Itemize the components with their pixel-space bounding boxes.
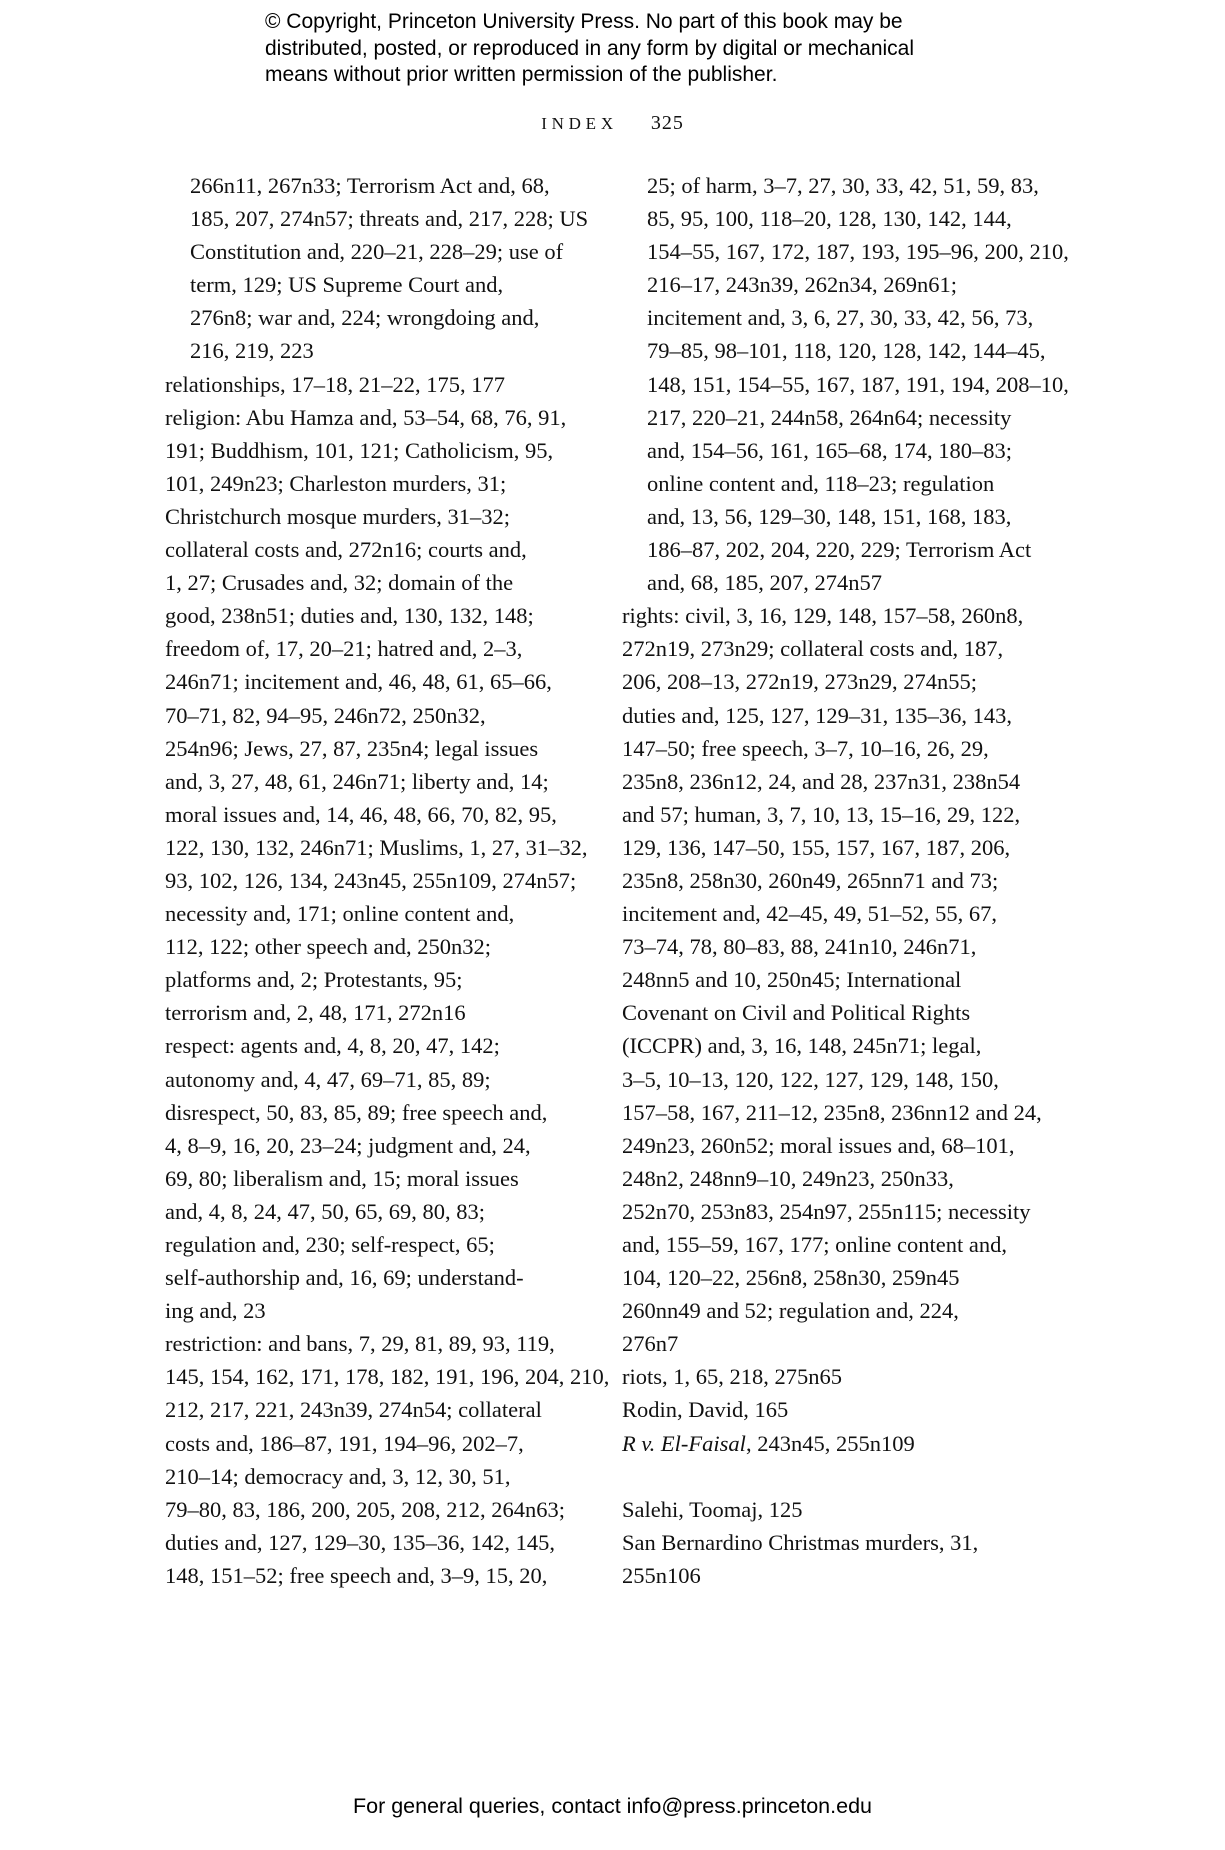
index-entry-line: and, 154–56, 161, 165–68, 174, 180–83; (647, 437, 1012, 463)
index-entry-line: online content and, 118–23; regulation (647, 470, 995, 496)
index-entry-line: and, 68, 185, 207, 274n57 (647, 570, 882, 596)
index-entry-line: 157–58, 167, 211–12, 235n8, 236nn12 and 24, (622, 1099, 1042, 1125)
index-entry (622, 1493, 1067, 1526)
index-entry-line: 186–87, 202, 204, 220, 229; Terrorism Act (647, 537, 1032, 563)
index-entry-line: duties and, 125, 127, 129–31, 135–36, 143, (622, 702, 1012, 728)
index-entry-line: regulation and, 230; self-respect, 65; (165, 1232, 495, 1257)
index-entry-line: 154–55, 167, 172, 187, 193, 195–96, 200, 210, (647, 239, 1069, 265)
copyright-line: distributed, posted, or reproduced in any form by digital or mechanical (265, 36, 915, 60)
case-pages: , 243n45, 255n109 (745, 1430, 915, 1456)
index-entry-line: platforms and, 2; Protestants, 95; (165, 967, 463, 993)
page-number: 325 (650, 112, 684, 134)
index-entry-line: Covenant on Civil and Political Rights (622, 1000, 971, 1026)
index-entry-line: 276n8; war and, 224; wrongdoing and, (190, 305, 540, 331)
index-entry-line: 112, 122; other speech and, 250n32; (165, 934, 491, 960)
running-head-title: INDEX (541, 114, 618, 133)
index-entry-line: and 57; human, 3, 7, 10, 13, 15–16, 29, 122, (622, 801, 1021, 827)
index-entry-continuation (622, 169, 1067, 599)
index-entry (622, 1360, 1067, 1393)
index-entry-line: disrespect, 50, 83, 85, 89; free speech and, (165, 1099, 548, 1125)
index-entry (622, 1427, 1067, 1460)
index-column-left (165, 169, 610, 1592)
index-entry (622, 599, 1067, 1360)
index-entry-line: 255n106 (622, 1562, 701, 1588)
index-entry-line: 3–5, 10–13, 120, 122, 127, 129, 148, 150, (622, 1066, 999, 1092)
index-entry-line (622, 1427, 1067, 1460)
index-entry-line: collateral costs and, 272n16; courts and, (165, 537, 527, 563)
index-entry-line: terrorism and, 2, 48, 171, 272n16 (165, 1000, 466, 1026)
index-entry-line: 145, 154, 162, 171, 178, 182, 191, 196, 204, 210, (165, 1364, 610, 1390)
index-entry-line: necessity and, 171; online content and, (165, 901, 515, 927)
index-entry-line: autonomy and, 4, 47, 69–71, 85, 89; (165, 1066, 491, 1092)
index-entry (165, 368, 585, 401)
index-entry-line: 248n2, 248nn9–10, 249n23, 250n33, (622, 1165, 954, 1191)
index-entry-line: rights: civil, 3, 16, 129, 148, 157–58, 260n8, (622, 603, 1024, 629)
index-entry-line: San Bernardino Christmas murders, 31, (622, 1529, 979, 1555)
index-entry (165, 1029, 585, 1327)
letter-section-gap (622, 1460, 1067, 1493)
index-entry-line: 122, 130, 132, 246n71; Muslims, 1, 27, 31–32, (165, 834, 588, 860)
index-entry-line: moral issues and, 14, 46, 48, 66, 70, 82, 95, (165, 801, 557, 827)
index-entry-line: 79–80, 83, 186, 200, 205, 208, 212, 264n63; (165, 1496, 566, 1522)
index-entry (165, 1327, 610, 1592)
index-entry-line: and, 13, 56, 129–30, 148, 151, 168, 183, (647, 503, 1012, 529)
index-entry-line: 1, 27; Crusades and, 32; domain of the (165, 570, 514, 596)
index-entry-line: good, 238n51; duties and, 130, 132, 148; (165, 603, 534, 629)
index-entry-line: 235n8, 236n12, 24, and 28, 237n31, 238n54 (622, 768, 1021, 794)
index-entry-line: incitement and, 3, 6, 27, 30, 33, 42, 56, 73, (647, 305, 1034, 331)
index-entry-line: 93, 102, 126, 134, 243n45, 255n109, 274n57; (165, 867, 577, 893)
index-entry-line: 216–17, 243n39, 262n34, 269n61; (647, 272, 958, 298)
index-entry-line: term, 129; US Supreme Court and, (190, 272, 504, 298)
index-entry-line: restriction: and bans, 7, 29, 81, 89, 93, 119, (165, 1331, 555, 1357)
index-entry-line: and, 4, 8, 24, 47, 50, 65, 69, 80, 83; (165, 1198, 485, 1224)
index-entry-line: 276n7 (622, 1331, 679, 1357)
index-entry-line: and, 155–59, 167, 177; online content and, (622, 1232, 1007, 1257)
index-entry-line: Christchurch mosque murders, 31–32; (165, 503, 510, 529)
index-entry-line: 191; Buddhism, 101, 121; Catholicism, 95, (165, 437, 554, 463)
index-entry-line: 79–85, 98–101, 118, 120, 128, 142, 144–45, (647, 338, 1046, 364)
index-entry-line: 147–50; free speech, 3–7, 10–16, 26, 29, (622, 735, 989, 761)
case-name: R v. El-Faisal (622, 1430, 746, 1456)
index-entry-line: and, 3, 27, 48, 61, 246n71; liberty and, 14; (165, 768, 549, 794)
index-entry-line: 4, 8–9, 16, 20, 23–24; judgment and, 24, (165, 1132, 531, 1158)
index-entry-line: 252n70, 253n83, 254n97, 255n115; necessity (622, 1198, 1031, 1224)
index-entry-line: 235n8, 258n30, 260n49, 265nn71 and 73; (622, 867, 999, 893)
index-entry-line: 216, 219, 223 (190, 338, 314, 364)
index-entry-line: 85, 95, 100, 118–20, 128, 130, 142, 144, (647, 206, 1012, 232)
index-entry-line: 148, 151–52; free speech and, 3–9, 15, 20, (165, 1562, 548, 1588)
index-entry-line: freedom of, 17, 20–21; hatred and, 2–3, (165, 636, 523, 662)
index-entry-line: 73–74, 78, 80–83, 88, 241n10, 246n71, (622, 934, 977, 960)
index-entry (622, 1393, 1067, 1426)
index-entry-line: 101, 249n23; Charleston murders, 31; (165, 470, 507, 496)
index-entry-line: relationships, 17–18, 21–22, 175, 177 (165, 371, 505, 397)
index-entry-line: 185, 207, 274n57; threats and, 217, 228; US (190, 206, 589, 232)
index-entry-line: 25; of harm, 3–7, 27, 30, 33, 42, 51, 59, 83, (647, 173, 1039, 198)
index-entry-line: 212, 217, 221, 243n39, 274n54; collateral (165, 1397, 542, 1423)
index-entry-line: self-authorship and, 16, 69; understand- (165, 1265, 524, 1291)
index-entry-line: 260nn49 and 52; regulation and, 224, (622, 1298, 959, 1324)
index-entry-line: respect: agents and, 4, 8, 20, 47, 142; (165, 1033, 500, 1059)
index-entry-line: 217, 220–21, 244n58, 264n64; necessity (647, 404, 1012, 430)
index-entry-line: ing and, 23 (165, 1298, 266, 1324)
index-entry-line: 104, 120–22, 256n8, 258n30, 259n45 (622, 1265, 960, 1291)
index-entry-line: 249n23, 260n52; moral issues and, 68–101, (622, 1132, 1015, 1158)
running-head (0, 112, 1225, 135)
copyright-line: means without prior written permission of the publisher. (265, 63, 778, 86)
copyright-line: © Copyright, Princeton University Press. No part of this book may be (265, 10, 903, 33)
index-entry-line: 206, 208–13, 272n19, 273n29, 274n55; (622, 669, 978, 695)
index-entry-line: incitement and, 42–45, 49, 51–52, 55, 67, (622, 901, 997, 927)
index-entry (622, 1526, 1067, 1592)
index-entry-line: costs and, 186–87, 191, 194–96, 202–7, (165, 1430, 524, 1456)
index-entry-line: 148, 151, 154–55, 167, 187, 191, 194, 208–10, (647, 371, 1069, 397)
index-entry-line: 129, 136, 147–50, 155, 157, 167, 187, 206, (622, 834, 1011, 860)
index-entry-line: 69, 80; liberalism and, 15; moral issues (165, 1165, 519, 1191)
index-column-right (622, 169, 1067, 1592)
index-entry-line: 266n11, 267n33; Terrorism Act and, 68, (190, 173, 550, 198)
index-entry-continuation (165, 169, 589, 368)
index-entry-line: 272n19, 273n29; collateral costs and, 187, (622, 636, 1004, 662)
index-entry-line: Rodin, David, 165 (622, 1397, 789, 1423)
index-entry-line: 246n71; incitement and, 46, 48, 61, 65–66, (165, 669, 552, 695)
index-entry (165, 401, 588, 1030)
index-entry-line: duties and, 127, 129–30, 135–36, 142, 145, (165, 1529, 555, 1555)
index-entry-line: riots, 1, 65, 218, 275n65 (622, 1364, 843, 1390)
index-entry-line: 70–71, 82, 94–95, 246n72, 250n32, (165, 702, 486, 728)
index-entry-line: (ICCPR) and, 3, 16, 148, 245n71; legal, (622, 1033, 982, 1059)
copyright-notice (265, 9, 1025, 89)
footer-contact: For general queries, contact info@press.princeton.edu (352, 1794, 872, 1818)
index-entry-line: religion: Abu Hamza and, 53–54, 68, 76, 91, (165, 404, 567, 430)
index-entry-line: 248nn5 and 10, 250n45; International (622, 967, 962, 993)
index-entry-line: 210–14; democracy and, 3, 12, 30, 51, (165, 1463, 511, 1489)
index-entry-line: 254n96; Jews, 27, 87, 235n4; legal issues (165, 735, 539, 761)
index-entry-line: Salehi, Toomaj, 125 (622, 1496, 803, 1522)
index-entry-line: Constitution and, 220–21, 228–29; use of (190, 239, 564, 265)
